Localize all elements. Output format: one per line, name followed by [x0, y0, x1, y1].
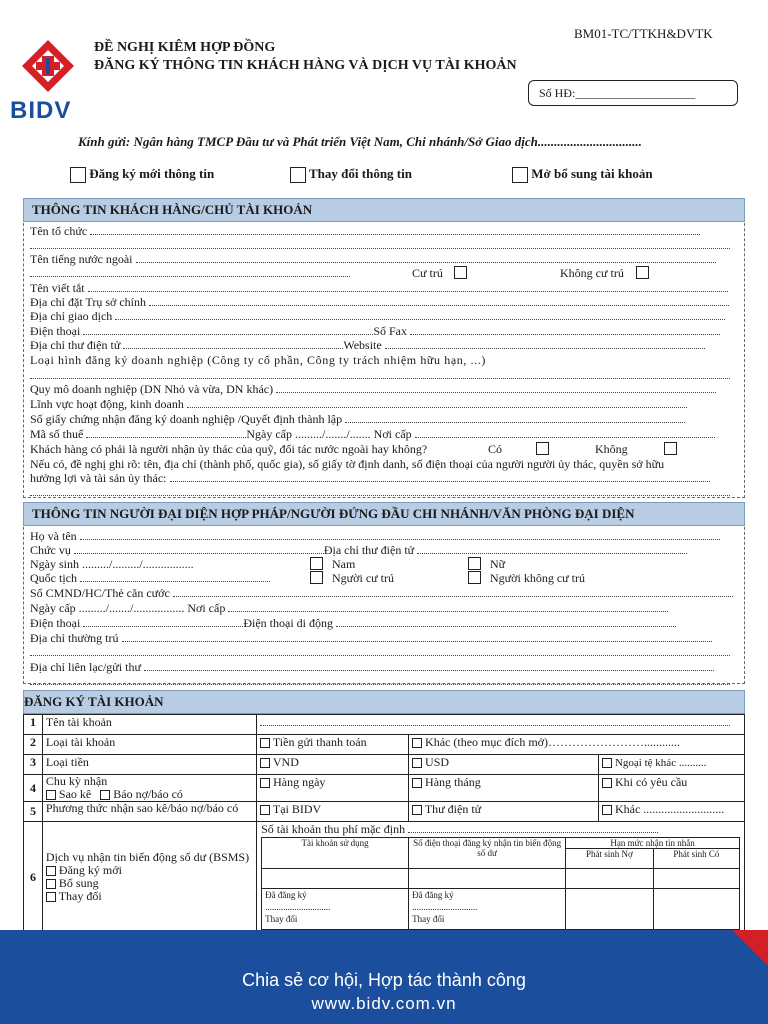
footer-banner	[0, 930, 768, 1024]
rep-issue[interactable]: Ngày cấp ........./......./................. Nơi cấp	[30, 601, 740, 615]
bsms-label: Dịch vụ nhận tin biến động số dư (BSMS) Đăng ký mới Bổ sung Thay đổi	[42, 822, 256, 933]
trust-no-checkbox[interactable]	[664, 442, 677, 455]
account-table	[23, 714, 745, 933]
section-customer-title: THÔNG TIN KHÁCH HÀNG/CHỦ TÀI KHOẢN	[23, 198, 745, 222]
rep-resident-label: Người cư trú	[332, 571, 395, 585]
account-row-3: 3 Loại tiền VND USD Ngoại tệ khác ..........	[24, 755, 745, 775]
field-hq-address[interactable]: Địa chỉ đặt Trụ sở chính	[30, 295, 740, 309]
cycle-on-request[interactable]: Khi có yêu cầu	[598, 775, 744, 802]
account-type-other[interactable]: Khác (theo mục đích mở)……………………............	[409, 735, 745, 755]
field-biz-type-2[interactable]	[30, 368, 740, 382]
section-account-title: ĐĂNG KÝ TÀI KHOẢN	[23, 690, 745, 714]
field-org-name-2[interactable]	[30, 238, 740, 252]
field-scale[interactable]: Quy mô doanh nghiệp (DN Nhỏ và vừa, DN khác)	[30, 382, 740, 396]
bsms-new-checkbox[interactable]	[46, 866, 56, 876]
female-label: Nữ	[490, 557, 506, 571]
account-row-4: 4 Chu kỳ nhận Sao kê Báo nợ/báo có Hàng ngày Hàng tháng Khi có yêu cầu	[24, 775, 745, 802]
rep-non-resident-label: Người không cư trú	[490, 571, 586, 585]
rep-phone[interactable]: Điện thoại Điện thoại di động	[30, 616, 740, 630]
non-resident-checkbox[interactable]	[636, 266, 649, 279]
delivery-other[interactable]: Khác ...........................	[598, 802, 744, 822]
form-code: BM01-TC/TTKH&DVTK	[574, 26, 713, 41]
rep-resident-checkbox[interactable]	[310, 571, 323, 584]
bidv-logo	[8, 38, 88, 124]
delivery-bidv[interactable]: Tại BIDV	[257, 802, 409, 822]
rep-perm-address-2[interactable]	[30, 645, 740, 659]
title-line2: ĐĂNG KÝ THÔNG TIN KHÁCH HÀNG VÀ DỊCH VỤ TÀI KHOẢN	[94, 58, 517, 73]
rep-contact-address-2[interactable]	[30, 674, 740, 688]
account-name-input[interactable]	[257, 715, 745, 735]
field-trust-question: Khách hàng có phải là người nhận ủy thác của quỹ, đối tác nước ngoài hay không? Có Không	[30, 442, 740, 456]
cycle-advice-checkbox[interactable]	[100, 790, 110, 800]
cycle-statement-checkbox[interactable]	[46, 790, 56, 800]
cycle-monthly[interactable]: Hàng tháng	[409, 775, 599, 802]
rep-non-resident-checkbox[interactable]	[468, 571, 481, 584]
rep-nationality: Quốc tịch Người cư trú Người không cư trú	[30, 571, 586, 585]
bsms-change-checkbox[interactable]	[46, 892, 56, 902]
contract-no-label: Số HĐ:____________________	[539, 86, 696, 100]
contract-no-field[interactable]	[528, 80, 738, 106]
field-org-name[interactable]: Tên tổ chức	[30, 224, 740, 238]
account-row-1: 1 Tên tài khoản	[24, 715, 745, 735]
trust-yes-checkbox[interactable]	[536, 442, 549, 455]
account-type-label: Loại tài khoản	[42, 735, 256, 755]
rep-id-no[interactable]: Số CMND/HC/Thẻ căn cước	[30, 586, 740, 600]
field-biz-type[interactable]: Loại hình đăng ký doanh nghiệp (Công ty cổ phần, Công ty trách nhiệm hữu hạn, ...)	[30, 353, 486, 367]
field-trust-detail: Nếu có, đề nghị ghi rõ: tên, địa chỉ (thành phố, quốc gia), số giấy tờ định danh, số điện thoại của người người ủy thác, quyền sở hữu	[30, 457, 665, 471]
bsms-add-checkbox[interactable]	[46, 879, 56, 889]
rep-dob-gender: Ngày sinh ........./........./................. Nam Nữ	[30, 557, 506, 571]
checkbox-change[interactable]	[290, 167, 306, 183]
male-checkbox[interactable]	[310, 557, 323, 570]
currency-vnd[interactable]: VND	[257, 755, 409, 775]
field-trust-detail-3[interactable]	[30, 485, 740, 499]
field-foreign-name[interactable]: Tên tiếng nước ngoài	[30, 252, 740, 266]
account-row-6: 6 Dịch vụ nhận tin biến động số dư (BSMS) Đăng ký mới Bổ sung Thay đổi Số tài khoản thu phí mặc định Tài khoản sử dụng Số điện thoại đăng ký nhận tin biến động số dư Hạn mức nhận tin nhắn Phát sinh Nợ Phát sinh Có Đã đăng ký ............................. Thay đổi Đã đăng ký ............................. Thay đổi	[24, 822, 745, 933]
trust-yes-label: Có	[488, 442, 503, 456]
currency-usd[interactable]: USD	[409, 755, 599, 775]
footer-corner	[732, 930, 768, 966]
account-name-label: Tên tài khoản	[42, 715, 256, 735]
account-row-2: 2 Loại tài khoản Tiền gửi thanh toán Khác (theo mục đích mở)……………………............	[24, 735, 745, 755]
recipient-line: Kính gửi: Ngân hàng TMCP Đầu tư và Phát triển Việt Nam, Chi nhánh/Sở Giao dịch................................	[78, 134, 642, 149]
bsms-detail: Số tài khoản thu phí mặc định Tài khoản sử dụng Số điện thoại đăng ký nhận tin biến động số dư Hạn mức nhận tin nhắn Phát sinh Nợ Phát sinh Có Đã đăng ký ............................. Thay đổi Đã đăng ký ............................. Thay đổi	[257, 822, 745, 933]
male-label: Nam	[332, 557, 356, 571]
field-trade-address[interactable]: Địa chỉ giao dịch	[30, 309, 740, 323]
footer-url[interactable]: www.bidv.com.vn	[311, 994, 457, 1013]
field-tax-code[interactable]: Mã số thuế Ngày cấp ........./......./....... Nơi cấp	[30, 427, 740, 441]
delivery-label: Phương thức nhận sao kê/báo nợ/báo có	[42, 802, 256, 822]
rep-name[interactable]: Họ và tên	[30, 529, 740, 543]
rep-perm-address[interactable]: Địa chỉ thường trú	[30, 631, 740, 645]
resident-label: Cư trú	[412, 266, 443, 280]
footer-slogan: Chia sẻ cơ hội, Hợp tác thành công	[242, 970, 526, 990]
cycle-daily[interactable]: Hàng ngày	[257, 775, 409, 802]
section-rep-title: THÔNG TIN NGƯỜI ĐẠI DIỆN HỢP PHÁP/NGƯỜI ĐỨNG ĐẦU CHI NHÁNH/VĂN PHÒNG ĐẠI DIỆN	[23, 502, 745, 526]
option-change[interactable]	[290, 166, 412, 183]
field-short-name[interactable]: Tên viết tắt	[30, 281, 740, 295]
rep-position-email[interactable]: Chức vụ Địa chỉ thư điện tử	[30, 543, 740, 557]
option-additional[interactable]	[512, 166, 653, 183]
checkbox-additional[interactable]	[512, 167, 528, 183]
bidv-logo-icon	[8, 38, 88, 94]
resident-checkbox[interactable]	[454, 266, 467, 279]
field-trust-detail-2[interactable]: hưởng lợi và tài sản ủy thác:	[30, 471, 740, 485]
option-additional-label: Mở bổ sung tài khoản	[531, 166, 653, 181]
cycle-label: Chu kỳ nhận Sao kê Báo nợ/báo có	[42, 775, 256, 802]
title-line1: ĐỀ NGHỊ KIÊM HỢP ĐỒNG	[94, 40, 276, 55]
account-row-5: 5 Phương thức nhận sao kê/báo nợ/báo có Tại BIDV Thư điện tử Khác ...........................	[24, 802, 745, 822]
delivery-email[interactable]: Thư điện tử	[409, 802, 599, 822]
bsms-table: Tài khoản sử dụng Số điện thoại đăng ký nhận tin biến động số dư Hạn mức nhận tin nhắn Phát sinh Nợ Phát sinh Có Đã đăng ký ............................. Thay đổi Đã đăng ký ............................. Thay đổi	[261, 837, 740, 930]
non-resident-label: Không cư trú	[560, 266, 624, 280]
female-checkbox[interactable]	[468, 557, 481, 570]
logo-text: BIDV	[10, 97, 72, 124]
field-reg-no[interactable]: Số giấy chứng nhận đăng ký doanh nghiệp /Quyết định thành lập	[30, 412, 740, 426]
field-phone-fax[interactable]: Điện thoại Số Fax	[30, 324, 740, 338]
currency-other[interactable]: Ngoại tệ khác ..........	[598, 755, 744, 775]
option-new-label: Đăng ký mới thông tin	[89, 166, 215, 181]
field-business-field[interactable]: Lĩnh vực hoạt động, kinh doanh	[30, 397, 740, 411]
field-email-web[interactable]: Địa chỉ thư điện tử Website	[30, 338, 740, 352]
option-change-label: Thay đổi thông tin	[309, 166, 412, 181]
account-type-checking[interactable]: Tiền gửi thanh toán	[257, 735, 409, 755]
rep-contact-address[interactable]: Địa chỉ liên lạc/gửi thư	[30, 660, 740, 674]
field-residency	[30, 266, 740, 280]
trust-no-label: Không	[595, 442, 628, 456]
checkbox-new[interactable]	[70, 167, 86, 183]
option-new[interactable]	[70, 166, 214, 183]
currency-label: Loại tiền	[42, 755, 256, 775]
